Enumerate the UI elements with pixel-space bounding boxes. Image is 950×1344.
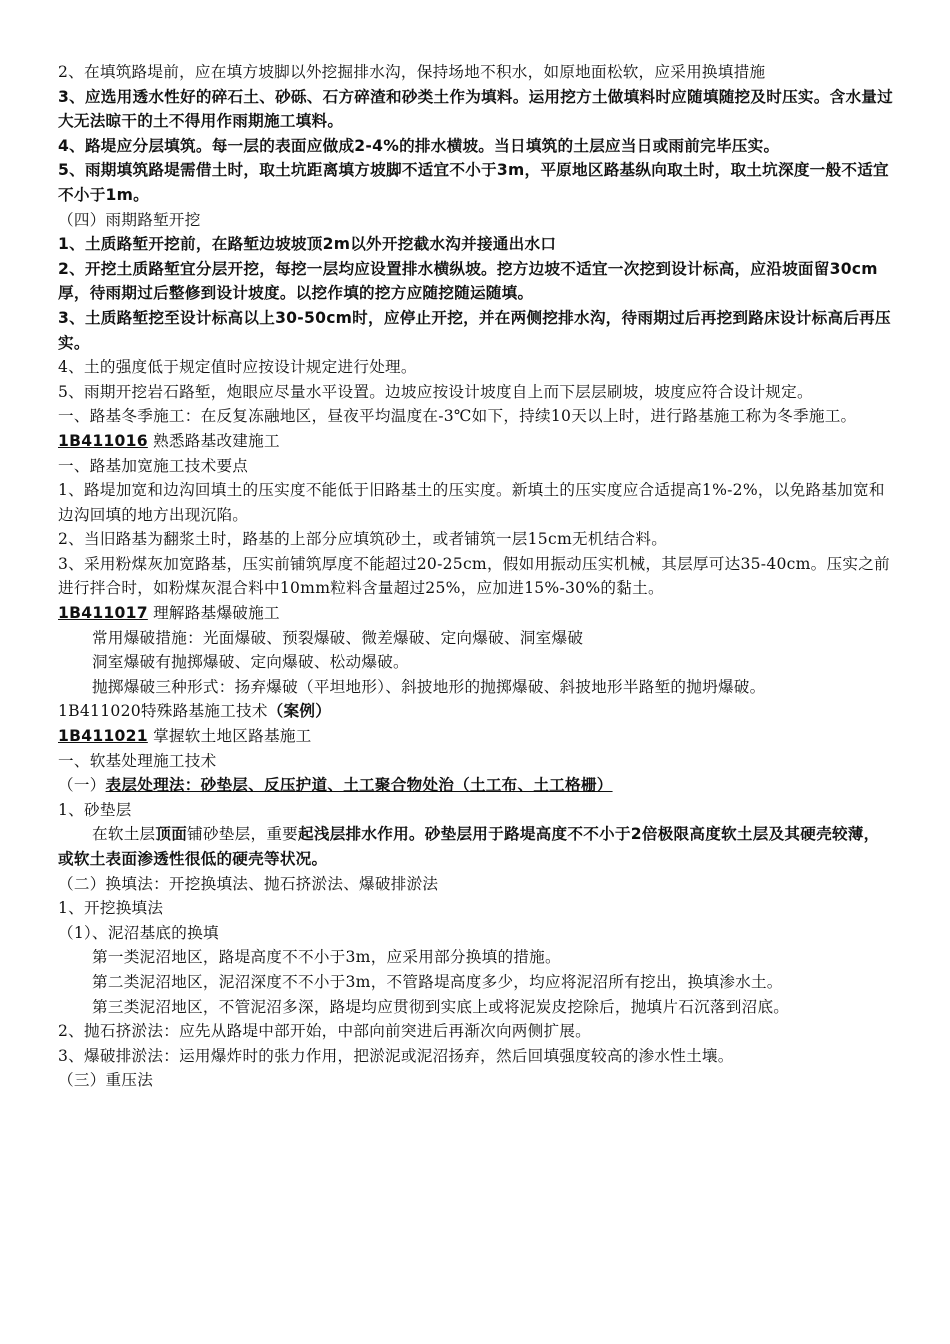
section-heading xyxy=(58,699,894,724)
text-run: 起浅层排水作用。砂垫层用于路堤高度不不小于2倍极限高度软土层及其硬壳较薄，或软土表面渗透性很低的硬壳等状况。 xyxy=(58,825,880,868)
text-run: 在软土层 xyxy=(92,825,156,844)
paragraph xyxy=(58,822,894,871)
paragraph: 1、土质路堑开挖前，在路堑边坡坡顶2m以外开挖截水沟并接通出水口 xyxy=(58,235,557,254)
case-tag: （案例） xyxy=(267,702,332,721)
paragraph: 3、采用粉煤灰加宽路基，压实前铺筑厚度不能超过20-25cm，假如用振动压实机械，其层厚可达35-40cm。压实之前进行拌合时，如粉煤灰混合料中10mm粒料含量超过25%，应加进15%-30%的黏土。 xyxy=(58,554,890,598)
document-page xyxy=(58,60,894,1093)
paragraph: 常用爆破措施：光面爆破、预裂爆破、微差爆破、定向爆破、洞室爆破 xyxy=(92,628,584,647)
subheading: 1、砂垫层 xyxy=(58,800,132,819)
section-heading xyxy=(58,724,894,749)
subheading: 一、软基处理施工技术 xyxy=(58,751,217,770)
paragraph: 3、应选用透水性好的碎石土、砂砾、石方碎渣和砂类土作为填料。运用挖方土做填料时应随填随挖及时压实。含水量过大无法晾干的土不得用作雨期施工填料。 xyxy=(58,87,893,131)
section-title: 1B411020特殊路基施工技术 xyxy=(58,702,268,721)
paragraph: 2、抛石挤淤法：应先从路堤中部开始，中部向前突进后再渐次向两侧扩展。 xyxy=(58,1022,592,1041)
subheading: 1、开挖换填法 xyxy=(58,899,164,918)
paragraph: 第三类泥沼地区，不管泥沼多深，路堤均应贯彻到实底上或将泥炭皮挖除后，抛填片石沉落到沼底。 xyxy=(92,997,790,1016)
subheading: 一、路基加宽施工技术要点 xyxy=(58,456,249,475)
section-heading xyxy=(58,601,894,626)
section-heading xyxy=(58,429,894,454)
list-marker: （一） xyxy=(58,776,106,795)
subheading: （四）雨期路堑开挖 xyxy=(58,210,201,229)
paragraph: 一、路基冬季施工：在反复冻融地区，昼夜平均温度在-3℃如下，持续10天以上时，进行路基施工称为冬季施工。 xyxy=(58,407,857,426)
paragraph: 2、开挖土质路堑宜分层开挖，每挖一层均应设置排水横纵坡。挖方边坡不适宜一次挖到设计标高，应沿坡面留30cm厚，待雨期过后整修到设计坡度。以挖作填的挖方应随挖随运随填。 xyxy=(58,259,878,303)
paragraph: 5、雨期填筑路堤需借土时，取土坑距离填方坡脚不适宜不小于3m，平原地区路基纵向取土时，取土坑深度一般不适宜不小于1m。 xyxy=(58,161,889,204)
paragraph: 2、当旧路基为翻浆土时，路基的上部分应填筑砂土，或者铺筑一层15cm无机结合料。 xyxy=(58,530,668,549)
section-title: 理解路基爆破施工 xyxy=(153,604,280,623)
paragraph: 4、土的强度低于规定值时应按设计规定进行处理。 xyxy=(58,358,417,377)
method-summary: 表层处理法：砂垫层、反压护道、土工聚合物处治（土工布、土工格栅） xyxy=(105,776,613,795)
paragraph: 2、在填筑路堤前，应在填方坡脚以外挖掘排水沟，保持场地不积水，如原地面松软，应采用换填措施 xyxy=(58,63,766,81)
paragraph: 第二类泥沼地区，泥沼深度不不小于3m，不管路堤高度多少，均应将泥沼所有挖出，换填渗水土。 xyxy=(92,972,783,991)
paragraph: 5、雨期开挖岩石路堑，炮眼应尽量水平设置。边坡应按设计坡度自上而下层层刷坡，坡度应符合设计规定。 xyxy=(58,382,813,401)
section-code: 1B411021 xyxy=(58,727,148,746)
paragraph: 4、路堤应分层填筑。每一层的表面应做成2-4%的排水横坡。当日填筑的土层应当日或雨前完毕压实。 xyxy=(58,136,780,155)
paragraph: 抛掷爆破三种形式：扬弃爆破（平坦地形）、斜披地形的抛掷爆破、斜披地形半路堑的抛坍爆破。 xyxy=(92,677,766,696)
section-code: 1B411017 xyxy=(58,604,148,623)
paragraph: 洞室爆破有抛掷爆破、定向爆破、松动爆破。 xyxy=(92,653,409,672)
section-title: 熟悉路基改建施工 xyxy=(153,431,280,450)
subheading: （三）重压法 xyxy=(58,1071,154,1090)
section-title: 掌握软土地区路基施工 xyxy=(153,727,312,746)
paragraph: 3、土质路堑挖至设计标高以上30-50cm时，应停止开挖，并在两侧挖排水沟，待雨期过后再挖到路床设计标高后再压实。 xyxy=(58,308,891,352)
text-run: 铺砂垫层，重要 xyxy=(187,825,299,844)
subheading: （二）换填法：开挖换填法、抛石挤淤法、爆破排淤法 xyxy=(58,874,439,893)
paragraph: 第一类泥沼地区，路堤高度不不小于3m，应采用部分换填的措施。 xyxy=(92,948,561,967)
subheading xyxy=(58,773,894,798)
text-run: 顶面 xyxy=(155,825,188,844)
subheading: （1）、泥沼基底的换填 xyxy=(58,923,219,942)
paragraph: 1、路堤加宽和边沟回填土的压实度不能低于旧路基土的压实度。新填土的压实度应合适提高1%-2%，以免路基加宽和边沟回填的地方出现沉陷。 xyxy=(58,481,885,524)
paragraph: 3、爆破排淤法：运用爆炸时的张力作用，把淤泥或泥沼扬弃，然后回填强度较高的渗水性土壤。 xyxy=(58,1046,734,1065)
section-code: 1B411016 xyxy=(58,431,148,450)
